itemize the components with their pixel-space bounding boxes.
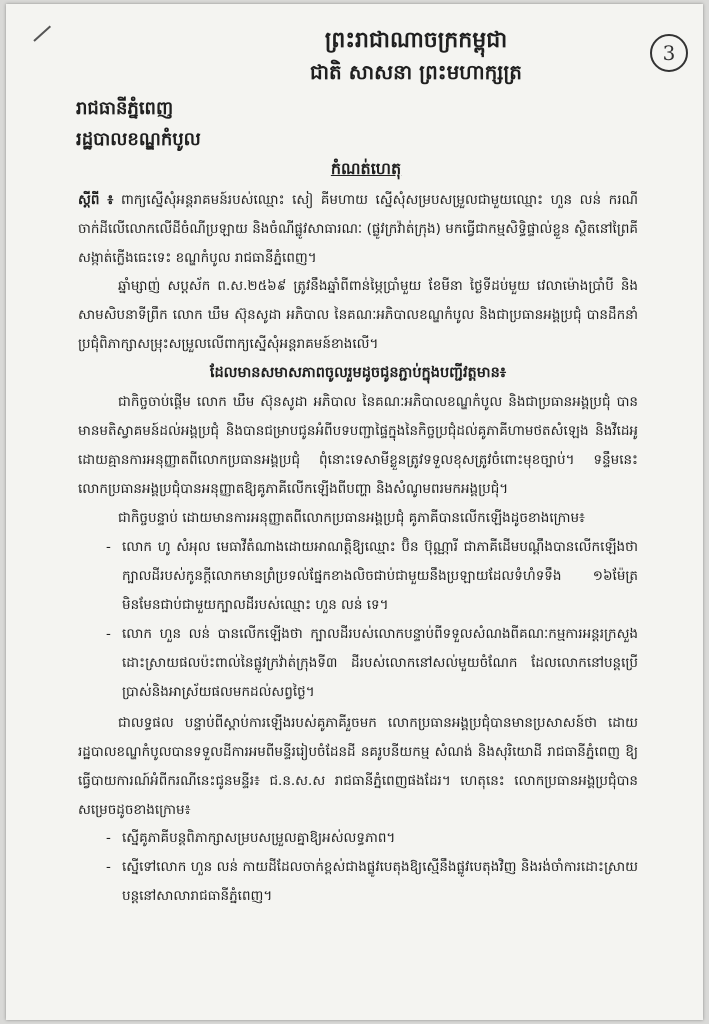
- issuer-capital: រាជធានីភ្នំពេញ: [76, 98, 174, 119]
- party-statement-text: លោក ហូ សំអុល មេធាវីតំណាងដោយអាណត្តិឱ្យឈ្មោះ ប៊ិន ប៊ុណ្ណារី ជាភាគីដើមបណ្តឹងបានលើកឡើងថា ក្បាលដីរបស់កូនក្តីលោកមានព្រំប្រទល់ផ្នែកខាងលិចជាប់ជាមួយនឹងប្រឡាយដែលទំហំទទឹង ១៦ម៉ែត្រ មិនមែនជាប់ជាមួយក្បាលដីរបស់ឈ្មោះ ហួន លន់ ទេ។: [122, 539, 638, 613]
- subject-paragraph: [78, 186, 638, 273]
- pen-stroke-mark: [33, 26, 51, 42]
- subject-text: ពាក្យស្នើសុំអន្តរាគមន៍របស់ឈ្មោះ សៀ គីមហាយ ស្នើសុំសម្របសម្រួលជាមួយឈ្មោះ ហួន លន់ ករណីចាក់ដីលើលោកលើដីចំណីប្រឡាយ និងចំណីផ្លូវសាធារណៈ (ផ្លូវក្រវ៉ាត់ក្រុង) មកធ្វើជាកម្មសិទ្ធិផ្ទាល់ខ្លួន ស្ថិតនៅព្រៃគី សង្កាត់ក្លើងធេះទេះ ខណ្ឌកំបូល រាជធានីភ្នំពេញ។: [78, 192, 639, 266]
- issuer-district: រដ្ឋបាលខណ្ឌកំបូល: [76, 129, 201, 150]
- subject-label: ស្តីពី ៖: [78, 192, 114, 208]
- document-title: កំណត់ហេតុ: [330, 159, 402, 178]
- next-paragraph: ជាកិច្ចបន្ទាប់ ដោយមានការអនុញ្ញាតពីលោកប្រធានអង្គប្រជុំ គូភាគីបានលើកឡើងដូចខាងក្រោម៖: [118, 510, 585, 526]
- page-number-circle: [650, 34, 688, 72]
- national-motto-line2: ជាតិ សាសនា ព្រះមហាក្សត្រ: [310, 60, 522, 84]
- attendance-heading: ដែលមានសមាសភាពចូលរួមដូចជូនភ្ជាប់ក្នុងបញ្ជីវត្តមាន៖: [209, 365, 507, 381]
- conclusion-paragraph: ជាលទ្ធផល បន្ទាប់ពីស្តាប់ការឡើងរបស់គូភាគីរួចមក លោកប្រធានអង្គប្រជុំបានមានប្រសាសន៍ថា ដោយរដ្ឋបាលខណ្ឌកំបូលបានទទួលដីការអមពីមន្ទីររៀបចំដែនដី នគរូបនីយកម្ម សំណង់ និងសុរិយោដី រាជធានីភ្នំពេញ ឱ្យធ្វើបាយការណ៍អំពីករណីនេះជូនមន្ទីរ៖ ជ.ន.ស.ស រាជធានីភ្នំពេញផងដែរ។ ហេតុនេះ លោកប្រធានអង្គប្រជុំបានសម្រេចដូចខាងក្រោម៖: [78, 715, 638, 818]
- intro-paragraph: ឆ្នាំម្សាញ់ សប្តស័ក ព.ស.២៥៦៩ ត្រូវនឹងឆ្នាំពីពាន់ម្ភៃប្រាំមួយ ខែមីនា ថ្ងៃទីដប់មួយ វេលាម៉ោងប្រាំបី និងសាមសិបនាទីព្រឹក លោក ឃឹម ស៊ុនសូដា អភិបាល នៃគណៈអភិបាលខណ្ឌកំបូល និងជាប្រធានអង្គប្រជុំ បានដឹកនាំប្រជុំពិភាក្សាសម្រុះសម្រួលលើពាក្យស្នើសុំអន្តរាគមន៍ខាងលើ។: [78, 278, 638, 352]
- bullet-dash: -: [106, 830, 111, 846]
- opening-paragraph: ជាកិច្ចចាប់ផ្តើម លោក ឃឹម ស៊ុនសូដា អភិបាល នៃគណៈអភិបាលខណ្ឌកំបូល និងជាប្រធានអង្គប្រជុំ បានមានមតិស្វាគមន៍ដល់អង្គប្រជុំ និងបានជម្រាបជូនអំពីបទបញ្ជាផ្ទៃក្នុងនៃកិច្ចប្រជុំដល់គូភាគីហាមថតសំឡេង និងវីដេអូ ដោយគ្មានការអនុញ្ញាតពីលោកប្រធានអង្គប្រជុំ ពុំនោះទេសាមីខ្លួនត្រូវទទួលខុសត្រូវចំពោះមុខច្បាប់។ ទន្ទឹមនេះ លោកប្រធានអង្គប្រជុំបានអនុញ្ញាតឱ្យគូភាគីលើកឡើងពីបញ្ហា និងសំណូមពរមកអង្គប្រជុំ។: [78, 394, 638, 497]
- bullet-dash: -: [106, 626, 111, 642]
- party-statement-text: លោក ហួន លន់ បានលើកឡើងថា ក្បាលដីរបស់លោកបន្ទាប់ពីទទួលសំណងពីគណៈកម្មការអន្តរក្រសួងដោះស្រាយផលប៉ះពាល់នៃផ្លូវក្រវ៉ាត់ក្រុងទី៣ ដីរបស់លោកនៅសល់មួយចំណែក ដែលលោកនៅបន្តប្រើប្រាស់និងអាស្រ័យផលមកដល់សព្វថ្ងៃ។: [122, 626, 638, 700]
- party-statement: [106, 620, 638, 707]
- decision-item: [106, 824, 638, 853]
- page-number: 3: [662, 41, 676, 65]
- bullet-dash: -: [106, 539, 111, 555]
- bullet-dash: -: [106, 859, 111, 875]
- decision-text: ស្នើគូភាគីបន្តពិភាក្សាសម្របសម្រួលគ្នាឱ្យអស់លទ្ធភាព។: [122, 830, 396, 846]
- decision-text: ស្នើទៅលោក ហួន លន់ កាយដីដែលចាក់ខ្ពស់ជាងផ្លូវបេតុងឱ្យស្មើនឹងផ្លូវបេតុងវិញ និងរង់ចាំការដោះស្រាយបន្តនៅសាលារាជធានីភ្នំពេញ។: [122, 859, 638, 904]
- party-statement: [106, 533, 638, 620]
- national-motto-line1: ព្រះរាជាណាចក្រកម្ពុជា: [324, 27, 508, 53]
- decision-item: [106, 853, 638, 911]
- document-page: [6, 4, 703, 1020]
